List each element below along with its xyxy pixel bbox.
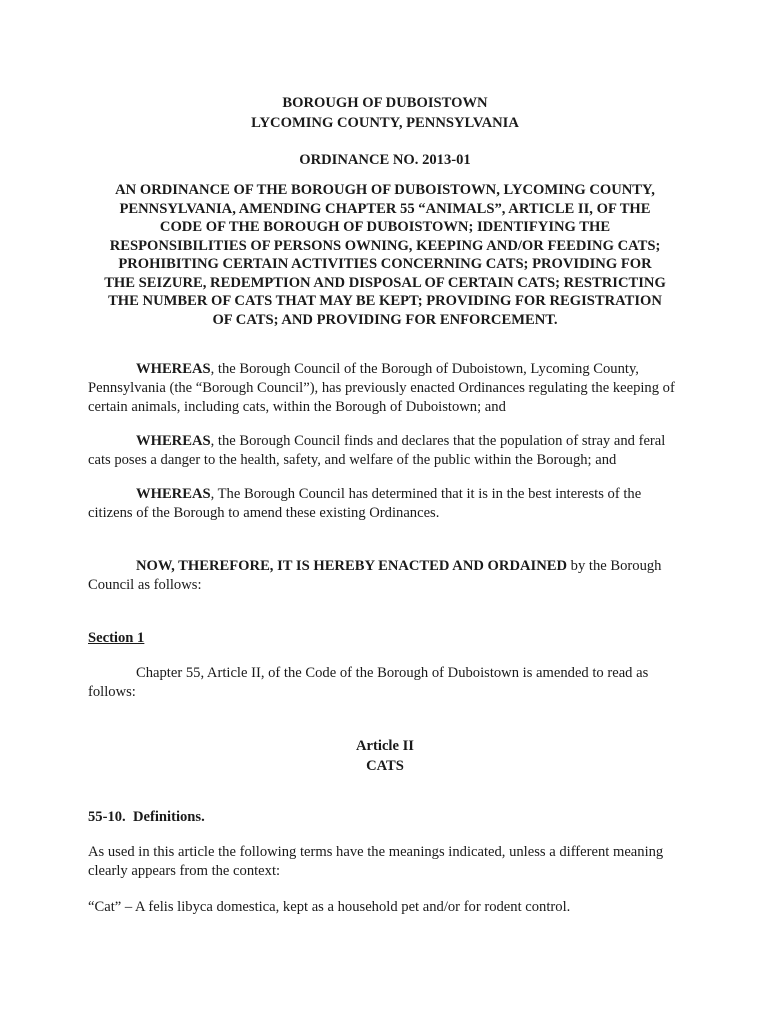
whereas-text: , the Borough Council of the Borough of Duboistown, Lycoming County, Pennsylvania (the “Borough Council”), has previously enacted Ordinances regulating the keeping of certain animals, including cats, within the Borough of Duboistown; and	[88, 361, 675, 415]
enacting-text: by the Borough Council as follows:	[88, 558, 662, 593]
whereas-lead: WHEREAS	[136, 486, 211, 502]
definitions-heading: 55-10. Definitions.	[88, 809, 205, 825]
definitions-intro: As used in this article the following terms have the meanings indicated, unless a different meaning clearly appears from the context:	[88, 844, 664, 879]
article-heading	[0, 736, 770, 776]
header-county: LYCOMING COUNTY, PENNSYLVANIA	[251, 115, 519, 131]
whereas-text: , The Borough Council has determined that it is in the best interests of the citizens of the Borough to amend these existing Ordinances.	[88, 486, 642, 521]
whereas-lead: WHEREAS	[136, 361, 211, 377]
whereas-text: , the Borough Council finds and declares that the population of stray and feral cats poses a danger to the health, safety, and welfare of the public within the Borough; and	[88, 433, 666, 468]
title-line: OF CATS; AND PROVIDING FOR ENFORCEMENT.	[212, 311, 558, 328]
definition-cat: “Cat” – A felis libyca domestica, kept as a household pet and/or for rodent control.	[88, 899, 571, 915]
whereas-paragraph-3	[88, 485, 682, 523]
document-header	[0, 93, 770, 133]
section-1-heading: Section 1	[88, 630, 145, 646]
enacting-lead: NOW, THEREFORE, IT IS HEREBY ENACTED AND ORDAINED	[136, 558, 568, 574]
enacting-clause	[88, 557, 682, 595]
article-title: CATS	[366, 758, 404, 774]
article-number: Article II	[356, 738, 414, 754]
title-line: THE SEIZURE, REDEMPTION AND DISPOSAL OF CERTAIN CATS; RESTRICTING	[104, 274, 666, 291]
title-line: AN ORDINANCE OF THE BOROUGH OF DUBOISTOWN, LYCOMING COUNTY,	[115, 182, 655, 198]
whereas-lead: WHEREAS	[136, 433, 211, 449]
whereas-paragraph-2	[88, 432, 682, 470]
title-line: CODE OF THE BOROUGH OF DUBOISTOWN; IDENTIFYING THE	[159, 219, 611, 235]
ordinance-title	[88, 181, 682, 329]
title-line: PENNSYLVANIA, AMENDING CHAPTER 55 “ANIMALS”, ARTICLE II, OF THE	[119, 200, 651, 217]
whereas-paragraph-1	[88, 360, 682, 417]
ordinance-number: ORDINANCE NO. 2013-01	[299, 152, 471, 168]
header-borough: BOROUGH OF DUBOISTOWN	[282, 95, 488, 111]
title-line: THE NUMBER OF CATS THAT MAY BE KEPT; PROVIDING FOR REGISTRATION	[108, 293, 662, 309]
title-line: RESPONSIBILITIES OF PERSONS OWNING, KEEPING AND/OR FEEDING CATS;	[109, 237, 661, 254]
section-1-text: Chapter 55, Article II, of the Code of the Borough of Duboistown is amended to read as follows:	[88, 665, 649, 700]
title-line: PROHIBITING CERTAIN ACTIVITIES CONCERNING CATS; PROVIDING FOR	[118, 256, 652, 272]
